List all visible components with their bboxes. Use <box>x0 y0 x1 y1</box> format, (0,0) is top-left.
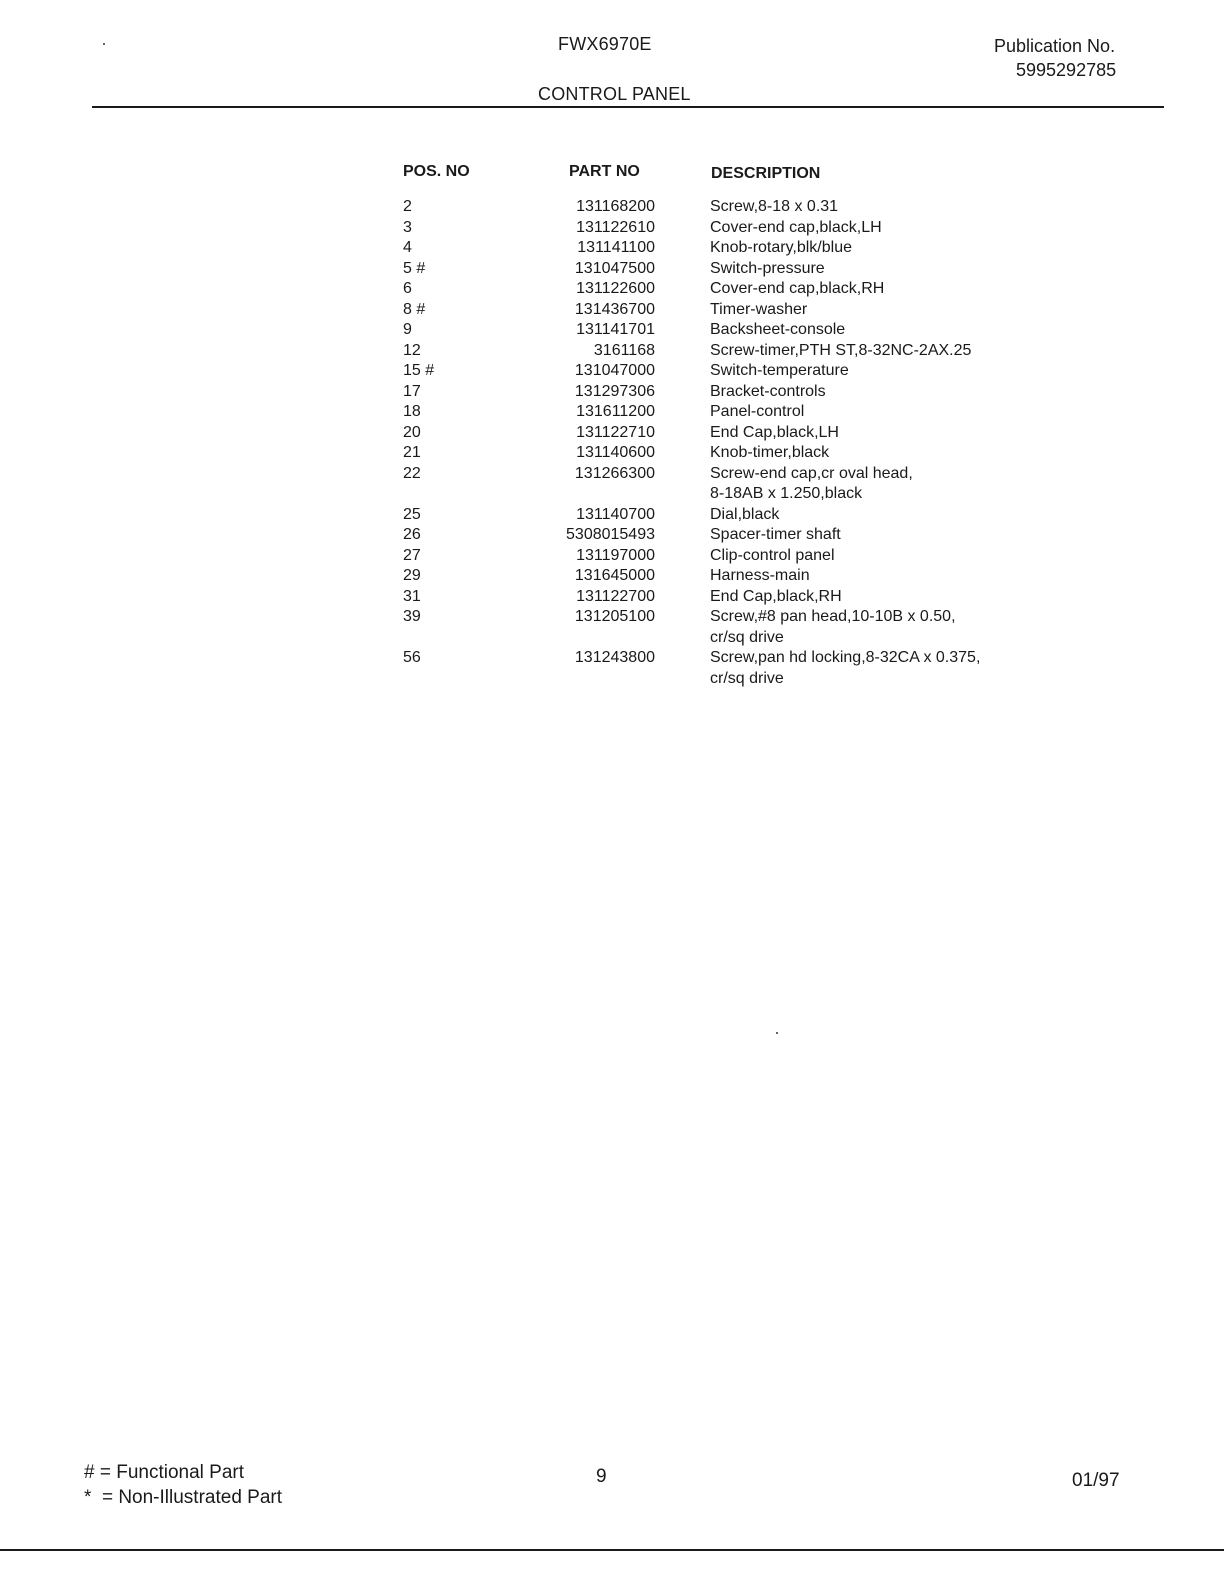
part-number-cell: 131243800 <box>574 649 655 666</box>
description-line: Backsheet-console <box>710 321 846 338</box>
table-row <box>403 218 1043 239</box>
part-number-cell: 131047500 <box>574 259 655 277</box>
description-line: Switch-temperature <box>710 362 849 379</box>
description-cell <box>710 402 1043 423</box>
column-header-description: DESCRIPTION <box>711 165 821 182</box>
description-cell <box>710 566 1043 587</box>
pos-cell: 26 <box>403 526 421 543</box>
description-cell <box>710 300 1043 321</box>
table-row <box>403 648 1043 689</box>
pos-cell: 5 # <box>403 259 426 277</box>
description-cell <box>710 587 1043 608</box>
part-number-cell: 131141100 <box>577 239 655 256</box>
description-cell <box>710 648 1043 689</box>
pos-cell: 29 <box>403 567 421 584</box>
description-cell <box>710 197 1043 218</box>
table-row <box>403 402 1043 423</box>
description-line: Dial,black <box>710 505 780 523</box>
description-line: Timer-washer <box>710 300 808 318</box>
description-cell <box>710 525 1043 546</box>
part-number-cell: 131122610 <box>576 218 655 236</box>
section-title: CONTROL PANEL <box>538 84 691 104</box>
description-line: Screw-timer,PTH ST,8-32NC-2AX.25 <box>710 341 972 359</box>
footer-divider <box>0 1549 1224 1551</box>
part-number-cell: 131205100 <box>574 608 655 625</box>
description-cell <box>710 464 1043 505</box>
description-line: Screw,8-18 x 0.31 <box>710 198 839 215</box>
page-number: 9 <box>596 1466 607 1487</box>
table-row <box>403 361 1043 382</box>
part-number-cell: 5308015493 <box>566 526 655 543</box>
table-row <box>403 443 1043 464</box>
pos-cell: 39 <box>403 608 421 625</box>
description-line: End Cap,black,LH <box>710 423 839 441</box>
part-number-cell: 131436700 <box>574 300 655 318</box>
description-cell <box>710 382 1043 403</box>
table-row <box>403 607 1043 648</box>
column-header-pos: POS. NO <box>403 163 470 180</box>
description-line: Spacer-timer shaft <box>710 526 841 543</box>
description-cell <box>710 546 1043 567</box>
description-line: Screw,#8 pan head,10-10B x 0.50, <box>710 608 956 625</box>
publication-label: Publication No. <box>994 36 1116 56</box>
table-row <box>403 320 1043 341</box>
part-number-cell: 131611200 <box>576 403 655 420</box>
description-cell <box>710 218 1043 239</box>
pos-cell: 21 <box>403 444 421 461</box>
description-line: Cover-end cap,black,RH <box>710 280 885 297</box>
pos-cell: 3 <box>403 218 412 236</box>
table-row <box>403 300 1043 321</box>
pos-cell: 56 <box>403 649 421 666</box>
description-line: cr/sq drive <box>710 628 784 646</box>
part-number-cell: 131266300 <box>574 464 655 482</box>
legend-functional: # = Functional Part <box>84 1462 245 1483</box>
pos-cell: 22 <box>403 464 421 482</box>
table-row <box>403 566 1043 587</box>
part-number-cell: 3161168 <box>593 341 655 359</box>
pos-cell: 2 <box>403 198 412 215</box>
legend-non-illustrated: * = Non-Illustrated Part <box>84 1487 283 1508</box>
description-cell <box>710 259 1043 280</box>
description-line: Clip-control panel <box>710 546 835 564</box>
table-row <box>403 279 1043 300</box>
pos-cell: 9 <box>403 321 412 338</box>
pos-cell: 15 # <box>403 362 435 379</box>
pos-cell: 12 <box>403 341 421 359</box>
description-cell <box>710 443 1043 464</box>
pos-cell: 6 <box>403 280 412 297</box>
pos-cell: 20 <box>403 423 421 441</box>
description-cell <box>710 341 1043 362</box>
description-cell <box>710 505 1043 526</box>
pos-cell: 8 # <box>403 300 426 318</box>
pos-cell: 17 <box>403 382 421 400</box>
description-cell <box>710 361 1043 382</box>
part-number-cell: 131297306 <box>574 382 655 400</box>
part-number-cell: 131645000 <box>574 567 655 584</box>
description-line: Switch-pressure <box>710 259 825 277</box>
table-row <box>403 546 1043 567</box>
part-number-cell: 131122700 <box>576 587 655 605</box>
part-number-cell: 131141701 <box>576 321 655 338</box>
description-line: Screw-end cap,cr oval head, <box>710 464 913 482</box>
table-row <box>403 423 1043 444</box>
description-cell <box>710 607 1043 648</box>
description-line: Screw,pan hd locking,8-32CA x 0.375, <box>710 649 981 666</box>
description-line: Knob-rotary,blk/blue <box>710 239 852 256</box>
model-number: FWX6970E <box>558 34 652 54</box>
description-cell <box>710 320 1043 341</box>
description-line: Harness-main <box>710 567 810 584</box>
part-number-cell: 131047000 <box>574 362 655 379</box>
table-row <box>403 382 1043 403</box>
table-row <box>403 525 1043 546</box>
parts-table <box>403 163 1043 689</box>
description-line: Knob-timer,black <box>710 444 830 461</box>
description-line: Bracket-controls <box>710 382 826 400</box>
part-number-cell: 131140600 <box>576 444 655 461</box>
table-body <box>403 197 1043 689</box>
part-number-cell: 131168200 <box>576 198 655 215</box>
stray-mark <box>103 43 105 45</box>
description-cell <box>710 423 1043 444</box>
publication-number: 5995292785 <box>1016 60 1117 80</box>
header-divider <box>92 106 1164 108</box>
part-number-cell: 131197000 <box>576 546 655 564</box>
description-line: Cover-end cap,black,LH <box>710 218 882 236</box>
pos-cell: 25 <box>403 505 421 523</box>
table-row <box>403 505 1043 526</box>
pos-cell: 31 <box>403 587 421 605</box>
description-line: 8-18AB x 1.250,black <box>710 485 863 502</box>
description-line: End Cap,black,RH <box>710 587 842 605</box>
table-header <box>403 163 1043 197</box>
table-row <box>403 464 1043 505</box>
legend <box>84 1460 282 1510</box>
description-line: Panel-control <box>710 403 805 420</box>
column-header-part: PART NO <box>569 163 640 180</box>
description-line: cr/sq drive <box>710 669 784 687</box>
table-row <box>403 587 1043 608</box>
pos-cell: 27 <box>403 546 421 564</box>
description-cell <box>710 238 1043 259</box>
stray-mark <box>776 1032 778 1034</box>
revision-date: 01/97 <box>1072 1470 1120 1491</box>
description-cell <box>710 279 1043 300</box>
table-row <box>403 197 1043 218</box>
table-row <box>403 341 1043 362</box>
table-row <box>403 238 1043 259</box>
part-number-cell: 131140700 <box>576 505 655 523</box>
table-row <box>403 259 1043 280</box>
pos-cell: 18 <box>403 403 421 420</box>
pos-cell: 4 <box>403 239 412 256</box>
part-number-cell: 131122600 <box>576 280 655 297</box>
part-number-cell: 131122710 <box>576 423 655 441</box>
